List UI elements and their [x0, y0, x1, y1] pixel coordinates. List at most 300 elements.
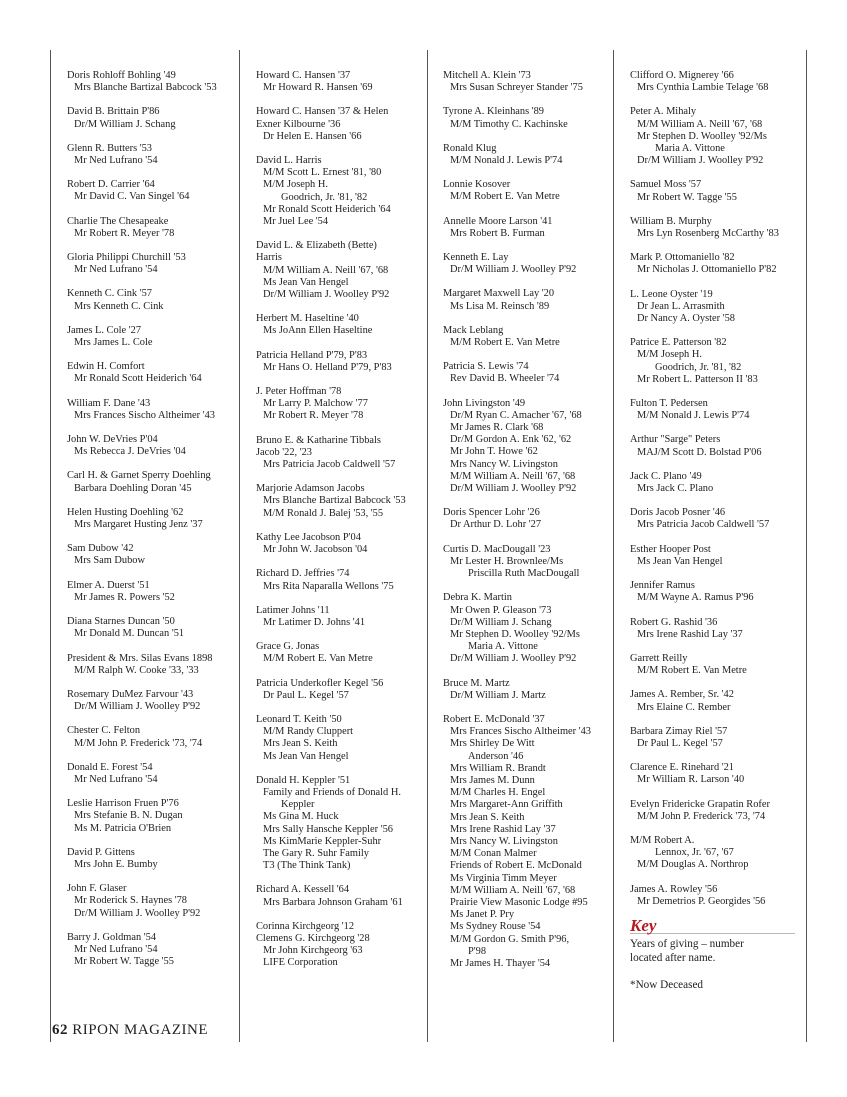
- donor-line: Mrs Frances Sischo Altheimer '43: [74, 409, 215, 421]
- memorial-entry: [443, 179, 591, 203]
- memorial-entry: [630, 337, 795, 386]
- memorial-name: Howard C. Hansen '37: [256, 70, 351, 81]
- memorial-name: Fulton T. Pedersen: [630, 398, 708, 410]
- memorial-entry: [256, 70, 406, 94]
- memorial-entry: [630, 799, 795, 823]
- donor-line: Prairie View Masonic Lodge #95: [450, 896, 588, 908]
- memorial-name: Exner Kilbourne '36: [256, 118, 341, 130]
- donor-line: Dr/M William J. Schang: [74, 118, 176, 130]
- memorial-name: Richard D. Jeffries '74: [256, 568, 350, 580]
- donor-line: Mr James R. Clark '68: [450, 422, 544, 434]
- donor-line: Mr John T. Howe '62: [450, 446, 538, 458]
- memorial-entry: [443, 507, 591, 531]
- memorial-entry: [256, 106, 406, 143]
- memorial-name: Elmer A. Duerst '51: [67, 579, 150, 591]
- memorial-entry: [67, 689, 217, 713]
- donor-line: Maria A. Vittone: [468, 641, 538, 653]
- memorial-name: James A. Rember, Sr. '42: [630, 689, 734, 701]
- column-divider: [806, 50, 807, 1042]
- donor-line: M/M Scott L. Ernest '81, '80: [263, 167, 382, 179]
- donor-line: M/M William A. Neill '67, '68: [263, 264, 389, 276]
- donor-line: M/M John P. Frederick '73, '74: [637, 810, 766, 822]
- memorial-entry: [443, 288, 591, 312]
- donor-line: Mr Larry P. Malchow '77: [263, 398, 368, 410]
- donor-line: Mr Ned Lufrano '54: [74, 943, 158, 955]
- donor-line: Ms M. Patricia O'Brien: [74, 822, 172, 834]
- donor-line: Mrs Nancy W. Livingston: [450, 458, 558, 470]
- memorial-name: Annelle Moore Larson '41: [443, 215, 553, 227]
- memorial-entry: [67, 106, 217, 130]
- memorial-name: Garrett Reilly: [630, 652, 688, 664]
- memorial-entry: [67, 325, 217, 349]
- donor-line: Mrs Frances Sischo Altheimer '43: [450, 726, 591, 738]
- memorial-entry: [443, 216, 591, 240]
- memorial-entry: [67, 252, 217, 276]
- donor-line: Mr Roderick S. Haynes '78: [74, 895, 187, 907]
- memorial-name: Helen Husting Doehling '62: [67, 506, 184, 518]
- column-divider: [50, 50, 51, 1042]
- key-text-line: located after name.: [630, 951, 716, 964]
- memorial-name: Diana Starnes Duncan '50: [67, 616, 175, 628]
- memorial-entry: [443, 714, 591, 970]
- donor-line: Priscilla Ruth MacDougall: [468, 568, 580, 580]
- memorial-name: Ronald Klug: [443, 142, 497, 154]
- memorial-name: Samuel Moss '57: [630, 179, 702, 191]
- memorial-entry: [630, 726, 795, 750]
- donor-line: M/M Ralph W. Cooke '33, '33: [74, 664, 199, 676]
- key-box: [630, 915, 795, 992]
- memorial-entry: [256, 921, 406, 970]
- donor-line: Mrs Patricia Jacob Caldwell '57: [637, 519, 770, 531]
- memorial-entry: [256, 532, 406, 556]
- memorial-name: Robert E. McDonald '37: [443, 713, 545, 725]
- donor-line: Mrs Susan Schreyer Stander '75: [450, 82, 583, 94]
- donor-line: Dr Nancy A. Oyster '58: [637, 313, 735, 325]
- donor-line: Mr Demetrios P. Georgides '56: [637, 895, 766, 907]
- donor-line: Mrs Kenneth C. Cink: [74, 300, 164, 312]
- donor-line: Dr/M William J. Schang: [450, 616, 552, 628]
- donor-line: Mrs Blanche Bartizal Babcock '53: [74, 82, 217, 94]
- memorial-entry: [256, 435, 406, 472]
- memorial-name: Glenn R. Butters '53: [67, 142, 152, 154]
- memorial-entry: [256, 568, 406, 592]
- memorial-entry: [256, 483, 406, 520]
- memorial-entry: [67, 216, 217, 240]
- memorial-name: Margaret Maxwell Lay '20: [443, 288, 555, 300]
- donor-line: Mrs William R. Brandt: [450, 762, 546, 774]
- memorial-entry: [67, 653, 217, 677]
- donor-line: Family and Friends of Donald H.: [263, 786, 401, 798]
- donor-line: M/M Timothy C. Kachinske: [450, 118, 568, 130]
- donor-line: Dr/M William J. Woolley P'92: [263, 289, 390, 301]
- key-note: *Now Deceased: [630, 979, 703, 992]
- donor-line: Mr Juel Lee '54: [263, 216, 329, 228]
- memorial-name: David L. Harris: [256, 155, 322, 167]
- donor-line: M/M Nonald J. Lewis P'74: [450, 155, 563, 167]
- donor-line: Goodrich, Jr. '81, '82: [655, 361, 742, 373]
- donor-line: Mrs Irene Rashid Lay '37: [637, 628, 743, 640]
- donor-line: Mrs John E. Bumby: [74, 858, 158, 870]
- memorial-entry: [256, 605, 406, 629]
- memorial-entry: [630, 653, 795, 677]
- donor-line: M/M Joseph H.: [263, 179, 328, 191]
- memorial-entry: [256, 240, 406, 301]
- donor-line: Mr Robert W. Tagge '55: [637, 191, 737, 203]
- donor-line: M/M Charles H. Engel: [450, 787, 546, 799]
- memorial-entry: [630, 507, 795, 531]
- memorial-entry: [67, 580, 217, 604]
- donor-line: Mr David C. Van Singel '64: [74, 191, 190, 203]
- memorial-entry: [443, 544, 591, 581]
- memorial-name: Grace G. Jonas: [256, 641, 320, 653]
- donor-line: Mr Stephen D. Woolley '92/Ms: [450, 628, 580, 640]
- donor-line: Barbara Doehling Doran '45: [74, 482, 192, 494]
- memorial-name: Charlie The Chesapeake: [67, 215, 169, 227]
- memorial-name: Kathy Lee Jacobson P'04: [256, 531, 361, 543]
- memorial-entry: [443, 325, 591, 349]
- donor-line: M/M Nonald J. Lewis P'74: [637, 410, 750, 422]
- memorial-name: John W. DeVries P'04: [67, 434, 158, 446]
- memorial-entry: [256, 775, 406, 873]
- memorial-name: Chester C. Felton: [67, 725, 141, 737]
- memorial-entry: [630, 289, 795, 326]
- donor-line: Mr Ned Lufrano '54: [74, 155, 158, 167]
- memorial-name: Richard A. Kessell '64: [256, 884, 350, 896]
- memorial-entry: [443, 592, 591, 665]
- donor-line: Ms Rebecca J. DeVries '04: [74, 446, 186, 458]
- memorial-name: Clemens G. Kirchgeorg '28: [256, 932, 370, 944]
- donor-line: Dr Paul L. Kegel '57: [637, 737, 723, 749]
- donor-line: Ms Sydney Rouse '54: [450, 921, 541, 933]
- memorial-entry: [443, 70, 591, 94]
- donor-line: Mrs Barbara Johnson Graham '61: [263, 896, 403, 908]
- memorial-name: Patricia Underkofler Kegel '56: [256, 677, 384, 689]
- donor-line: Mr Ronald Scott Heiderich '64: [263, 203, 391, 215]
- memorial-entry: [67, 883, 217, 920]
- donor-line: Mr Ned Lufrano '54: [74, 773, 158, 785]
- memorial-name: Tyrone A. Kleinhans '89: [443, 106, 544, 118]
- memorial-name: Patrice E. Patterson '82: [630, 337, 727, 349]
- memorial-entry: [67, 762, 217, 786]
- memorial-name: Harris: [256, 252, 282, 264]
- memorial-name: Donald H. Keppler '51: [256, 774, 351, 786]
- donor-line: Mrs James M. Dunn: [450, 774, 535, 786]
- memorial-entry: [256, 155, 406, 228]
- donor-line: M/M Ronald J. Balej '53, '55: [263, 507, 384, 519]
- donor-line: LIFE Corporation: [263, 957, 338, 969]
- donor-line: M/M Wayne A. Ramus P'96: [637, 592, 754, 604]
- donor-line: Mr Howard R. Hansen '69: [263, 82, 373, 94]
- donor-line: Dr Paul L. Kegel '57: [263, 689, 349, 701]
- donor-line: Anderson '46: [468, 750, 524, 762]
- memorial-name: Robert D. Carrier '64: [67, 179, 155, 191]
- donor-line: M/M Douglas A. Northrop: [637, 859, 749, 871]
- donor-line: Mr Hans O. Helland P'79, P'83: [263, 361, 392, 373]
- memorial-entry: [630, 398, 795, 422]
- donor-line: The Gary R. Suhr Family: [263, 847, 369, 859]
- memorial-name: Herbert M. Haseltine '40: [256, 313, 359, 325]
- memorial-entry: [67, 143, 217, 167]
- donor-line: Dr/M William J. Woolley P'92: [637, 155, 764, 167]
- donor-line: Mrs Jean S. Keith: [450, 811, 525, 823]
- memorial-name: Mark P. Ottomaniello '82: [630, 252, 735, 264]
- memorial-entry: [67, 470, 217, 494]
- memorial-name: Kenneth C. Cink '57: [67, 288, 152, 300]
- memorial-entry: [67, 543, 217, 567]
- memorial-name: Peter A. Mihaly: [630, 106, 697, 118]
- donor-line: Mrs Sam Dubow: [74, 555, 146, 567]
- key-text-line: Years of giving – number: [630, 938, 744, 951]
- memorial-column-2: [256, 70, 406, 982]
- memorial-name: Latimer Johns '11: [256, 604, 330, 616]
- memorial-name: Curtis D. MacDougall '23: [443, 543, 551, 555]
- donor-line: Lennox, Jr. '67, '67: [655, 847, 734, 859]
- column-divider: [613, 50, 614, 1042]
- memorial-entry: [67, 398, 217, 422]
- donor-line: Mrs Nancy W. Livingston: [450, 835, 558, 847]
- donor-line: Dr/M William J. Woolley P'92: [74, 701, 201, 713]
- donor-line: Ms Lisa M. Reinsch '89: [450, 300, 550, 312]
- donor-line: Mrs Jean S. Keith: [263, 738, 338, 750]
- donor-line: Dr/M William J. Woolley P'92: [450, 483, 577, 495]
- memorial-name: Kenneth E. Lay: [443, 252, 509, 264]
- memorial-name: Lonnie Kosover: [443, 179, 511, 191]
- memorial-entry: [630, 884, 795, 908]
- memorial-name: Clifford O. Mignerey '66: [630, 70, 734, 81]
- donor-line: Friends of Robert E. McDonald: [450, 860, 582, 872]
- donor-line: Ms Jean Van Hengel: [637, 555, 723, 567]
- memorial-entry: [256, 884, 406, 908]
- donor-line: Ms Janet P. Pry: [450, 909, 515, 921]
- memorial-entry: [630, 617, 795, 641]
- memorial-name: Clarence E. Rinehard '21: [630, 762, 735, 774]
- memorial-entry: [630, 179, 795, 203]
- publication-name: RIPON MAGAZINE: [72, 1022, 208, 1038]
- donor-line: M/M William A. Neill '67, '68: [637, 118, 763, 130]
- donor-line: Mr Robert R. Meyer '78: [74, 227, 175, 239]
- donor-line: Mr Robert L. Patterson II '83: [637, 373, 758, 385]
- memorial-entry: [256, 714, 406, 763]
- memorial-name: Jack C. Plano '49: [630, 470, 702, 482]
- donor-line: Mr Ned Lufrano '54: [74, 264, 158, 276]
- memorial-entry: [630, 106, 795, 167]
- donor-line: Dr/M William J. Woolley P'92: [450, 264, 577, 276]
- donor-line: Mr Robert W. Tagge '55: [74, 956, 174, 968]
- memorial-name: Sam Dubow '42: [67, 543, 134, 555]
- donor-line: Mr William R. Larson '40: [637, 774, 745, 786]
- memorial-name: Carl H. & Garnet Sperry Doehling: [67, 470, 211, 482]
- memorial-entry: [256, 678, 406, 702]
- memorial-entry: [67, 288, 217, 312]
- memorial-entry: [443, 361, 591, 385]
- donor-line: M/M Robert E. Van Metre: [637, 665, 747, 677]
- memorial-name: Jennifer Ramus: [630, 580, 695, 592]
- donor-line: Mr James H. Thayer '54: [450, 957, 551, 969]
- memorial-entry: [630, 252, 795, 276]
- memorial-name: William B. Murphy: [630, 215, 712, 227]
- memorial-entry: [67, 507, 217, 531]
- memorial-name: Jacob '22, '23: [256, 446, 312, 458]
- memorial-entry: [630, 216, 795, 240]
- memorial-entry: [630, 835, 795, 872]
- column-divider: [427, 50, 428, 1042]
- donor-line: Mrs Blanche Bartizal Babcock '53: [263, 495, 406, 507]
- donor-line: Mr John Kirchgeorg '63: [263, 945, 363, 957]
- memorial-name: Donald E. Forest '54: [67, 761, 153, 773]
- memorial-name: Rosemary DuMez Farvour '43: [67, 688, 194, 700]
- memorial-entry: [630, 580, 795, 604]
- donor-line: Ms Gina M. Huck: [263, 811, 339, 823]
- donor-line: Mrs Sally Hansche Keppler '56: [263, 823, 393, 835]
- donor-line: Mrs Stefanie B. N. Dugan: [74, 810, 183, 822]
- donor-line: Dr Jean L. Arrasmith: [637, 300, 725, 312]
- memorial-name: Leonard T. Keith '50: [256, 713, 342, 725]
- memorial-name: Barry J. Goldman '54: [67, 931, 157, 943]
- donor-line: Maria A. Vittone: [655, 143, 725, 155]
- memorial-entry: [256, 386, 406, 423]
- column-divider: [239, 50, 240, 1042]
- memorial-name: Arthur "Sarge" Peters: [630, 434, 721, 446]
- donor-line: Mrs Margaret-Ann Griffith: [450, 799, 563, 811]
- donor-line: M/M Robert E. Van Metre: [450, 191, 560, 203]
- donor-line: Dr/M William J. Martz: [450, 689, 546, 701]
- memorial-entry: [67, 616, 217, 640]
- donor-line: Ms KimMarie Keppler-Suhr: [263, 835, 382, 847]
- donor-line: Dr Helen E. Hansen '66: [263, 130, 362, 142]
- memorial-name: James A. Rowley '56: [630, 883, 718, 895]
- memorial-name: J. Peter Hoffman '78: [256, 386, 342, 398]
- memorial-column-3: [443, 70, 591, 982]
- donor-line: Mrs Cynthia Lambie Telage '68: [637, 82, 769, 94]
- donor-line: Mr Owen P. Gleason '73: [450, 604, 552, 616]
- memorial-name: William F. Dane '43: [67, 397, 151, 409]
- memorial-entry: [67, 70, 217, 94]
- memorial-entry: [443, 678, 591, 702]
- memorial-name: Leslie Harrison Fruen P'76: [67, 798, 179, 810]
- memorial-entry: [630, 471, 795, 495]
- memorial-entry: [67, 847, 217, 871]
- memorial-name: Mack Leblang: [443, 324, 504, 336]
- memorial-name: Robert G. Rashid '36: [630, 616, 718, 628]
- donor-line: M/M Conan Malmer: [450, 848, 537, 860]
- memorial-name: Howard C. Hansen '37 & Helen: [256, 106, 389, 118]
- memorial-name: David P. Gittens: [67, 846, 135, 858]
- memorial-entry: [443, 143, 591, 167]
- donor-line: Keppler: [281, 799, 315, 811]
- memorial-name: Gloria Philippi Churchill '53: [67, 252, 186, 264]
- donor-line: M/M John P. Frederick '73, '74: [74, 737, 203, 749]
- donor-line: Dr Arthur D. Lohr '27: [450, 519, 542, 531]
- memorial-name: James L. Cole '27: [67, 324, 142, 336]
- page-number: 62: [52, 1022, 68, 1038]
- donor-line: Mrs Irene Rashid Lay '37: [450, 823, 556, 835]
- memorial-entry: [67, 725, 217, 749]
- donor-line: M/M William A. Neill '67, '68: [450, 470, 576, 482]
- donor-line: Rev David B. Wheeler '74: [450, 373, 560, 385]
- donor-line: T3 (The Think Tank): [263, 860, 351, 872]
- memorial-column-1: [67, 70, 217, 980]
- donor-line: Mrs Patricia Jacob Caldwell '57: [263, 459, 396, 471]
- memorial-name: M/M Robert A.: [630, 834, 695, 846]
- donor-line: Mr John W. Jacobson '04: [263, 544, 368, 556]
- memorial-entry: [630, 70, 795, 94]
- donor-line: M/M Joseph H.: [637, 349, 702, 361]
- donor-line: Mrs Lyn Rosenberg McCarthy '83: [637, 228, 779, 240]
- donor-line: Mrs James L. Cole: [74, 337, 153, 349]
- memorial-name: Barbara Zimay Riel '57: [630, 725, 728, 737]
- donor-line: Mrs Jack C. Plano: [637, 483, 714, 495]
- donor-line: M/M Robert E. Van Metre: [450, 337, 560, 349]
- donor-line: Dr/M William J. Woolley P'92: [450, 653, 577, 665]
- memorial-name: L. Leone Oyster '19: [630, 288, 713, 300]
- memorial-name: Patricia S. Lewis '74: [443, 361, 529, 373]
- donor-line: Mr Stephen D. Woolley '92/Ms: [637, 130, 767, 142]
- memorial-entry: [256, 641, 406, 665]
- memorial-name: Debra K. Martin: [443, 592, 512, 604]
- donor-line: Dr/M Gordon A. Enk '62, '62: [450, 434, 572, 446]
- donor-line: Mr Donald M. Duncan '51: [74, 628, 185, 640]
- memorial-name: Patricia Helland P'79, P'83: [256, 349, 368, 361]
- donor-line: Dr/M Ryan C. Amacher '67, '68: [450, 409, 582, 421]
- memorial-name: Bruno E. & Katharine Tibbals: [256, 434, 381, 446]
- donor-line: Ms Virginia Timm Meyer: [450, 872, 557, 884]
- donor-line: Mrs Margaret Husting Jenz '37: [74, 519, 203, 531]
- page-footer: [52, 1022, 208, 1039]
- donor-line: P'98: [468, 945, 487, 957]
- memorial-entry: [630, 689, 795, 713]
- donor-line: Mrs Elaine C. Rember: [637, 701, 731, 713]
- memorial-name: David L. & Elizabeth (Bette): [256, 240, 377, 252]
- memorial-entry: [256, 313, 406, 337]
- memorial-entry: [67, 179, 217, 203]
- donor-line: Mrs Robert B. Furman: [450, 227, 545, 239]
- memorial-column-4: [630, 70, 795, 991]
- donor-line: Mr Ronald Scott Heiderich '64: [74, 373, 202, 385]
- donor-line: Ms JoAnn Ellen Haseltine: [263, 325, 373, 337]
- memorial-name: Doris Spencer Lohr '26: [443, 507, 540, 519]
- memorial-name: Esther Hooper Post: [630, 543, 711, 555]
- key-title: Key: [630, 920, 795, 934]
- memorial-entry: [630, 762, 795, 786]
- donor-line: Dr/M William J. Woolley P'92: [74, 907, 201, 919]
- memorial-name: President & Mrs. Silas Evans 1898: [67, 652, 213, 664]
- memorial-name: Evelyn Fridericke Grapatin Rofer: [630, 798, 770, 810]
- memorial-entry: [443, 252, 591, 276]
- memorial-entry: [67, 434, 217, 458]
- donor-line: M/M Gordon G. Smith P'96,: [450, 933, 570, 945]
- donor-line: Ms Jean Van Hengel: [263, 276, 349, 288]
- donor-line: M/M Robert E. Van Metre: [263, 653, 373, 665]
- memorial-name: Bruce M. Martz: [443, 677, 510, 689]
- memorial-name: Marjorie Adamson Jacobs: [256, 483, 365, 495]
- donor-line: Ms Jean Van Hengel: [263, 750, 349, 762]
- donor-line: Mrs Shirley De Witt: [450, 738, 535, 750]
- memorial-name: John Livingston '49: [443, 397, 526, 409]
- memorial-entry: [443, 398, 591, 496]
- memorial-name: Corinna Kirchgeorg '12: [256, 920, 355, 932]
- memorial-name: David B. Brittain P'86: [67, 106, 160, 118]
- donor-line: Mr Latimer D. Johns '41: [263, 616, 366, 628]
- donor-line: Mr James R. Powers '52: [74, 591, 175, 603]
- memorial-entry: [67, 798, 217, 835]
- memorial-entry: [67, 932, 217, 969]
- donor-line: Goodrich, Jr. '81, '82: [281, 191, 368, 203]
- donor-line: Mr Nicholas J. Ottomaniello P'82: [637, 264, 777, 276]
- memorial-entry: [256, 350, 406, 374]
- donor-line: Mrs Rita Naparalla Wellons '75: [263, 580, 394, 592]
- memorial-name: John F. Glaser: [67, 883, 127, 895]
- donor-line: MAJ/M Scott D. Bolstad P'06: [637, 446, 762, 458]
